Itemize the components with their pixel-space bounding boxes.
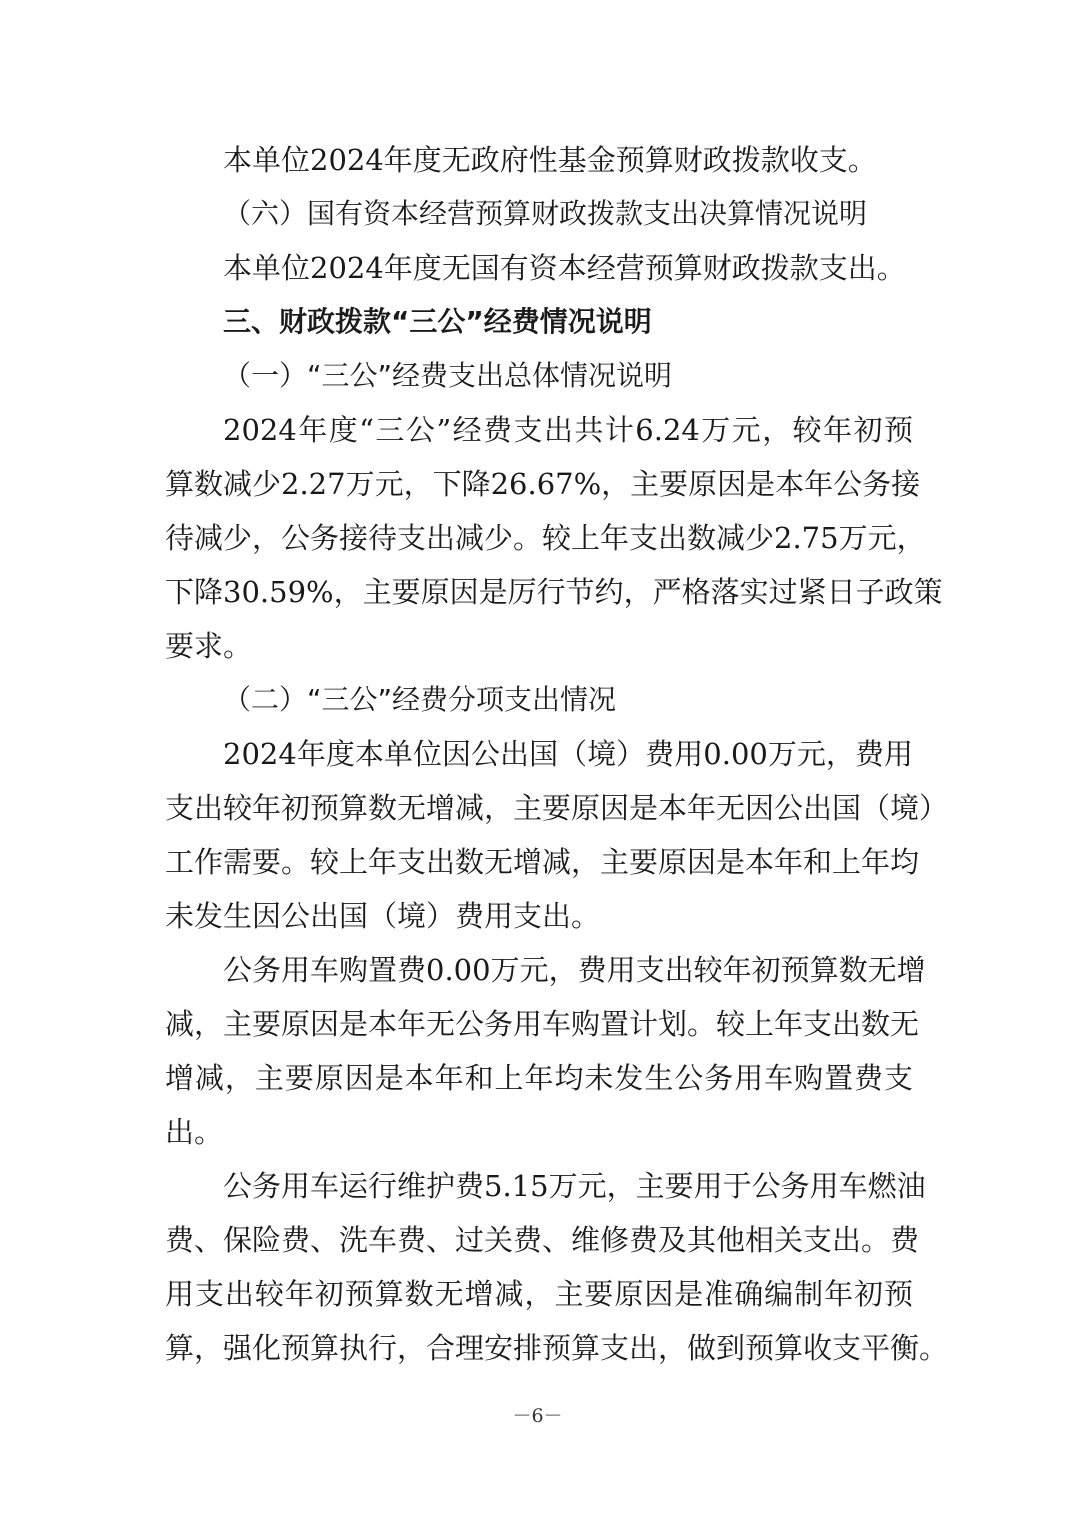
text-line: （六）国有资本经营预算财政拨款支出决算情况说明 [223,197,868,230]
text-line: 2024年度“三公”经费支出共计6.24万元，较年初预 [223,413,913,447]
text-line: 未发生因公出国（境）费用支出。 [165,899,601,933]
text-line: （二）“三公”经费分项支出情况 [223,683,617,716]
text-line: 下降30.59%，主要原因是厉行节约，严格落实过紧日子政策 [165,575,943,609]
text-line: 增减，主要原因是本年和上年均未发生公务用车购置费支 [165,1061,913,1095]
text-line: 本单位2024年度无政府性基金预算财政拨款收支。 [223,143,877,177]
text-line: 算数减少2.27万元，下降26.67%，主要原因是本年公务接 [165,467,921,501]
text-line: 公务用车运行维护费5.15万元，主要用于公务用车燃油 [223,1169,926,1203]
text-line: 公务用车购置费0.00万元，费用支出较年初预算数无增 [223,953,926,987]
text-line: 本单位2024年度无国有资本经营预算财政拨款支出。 [223,251,906,285]
text-line: 用支出较年初预算数无增减，主要原因是准确编制年初预 [165,1277,913,1311]
page-number: －6－ [512,1405,563,1427]
text-line: 支出较年初预算数无增减，主要原因是本年无因公出国（境） [165,791,949,825]
text-line: 费、保险费、洗车费、过关费、维修费及其他相关支出。费 [165,1223,920,1257]
text-line: 待减少，公务接待支出减少。较上年支出数减少2.75万元， [165,521,926,555]
text-line: 三、财政拨款“三公”经费情况说明 [223,305,652,338]
text-line: 算，强化预算执行，合理安排预算支出，做到预算收支平衡。 [165,1331,949,1365]
text-line: （一）“三公”经费支出总体情况说明 [223,359,673,392]
text-line: 2024年度本单位因公出国（境）费用0.00万元，费用 [223,737,913,771]
text-line: 减，主要原因是本年无公务用车购置计划。较上年支出数无 [165,1007,920,1041]
text-line: 工作需要。较上年支出数无增减，主要原因是本年和上年均 [165,845,920,879]
text-line: 出。 [165,1115,224,1149]
text-line: 要求。 [165,629,253,663]
